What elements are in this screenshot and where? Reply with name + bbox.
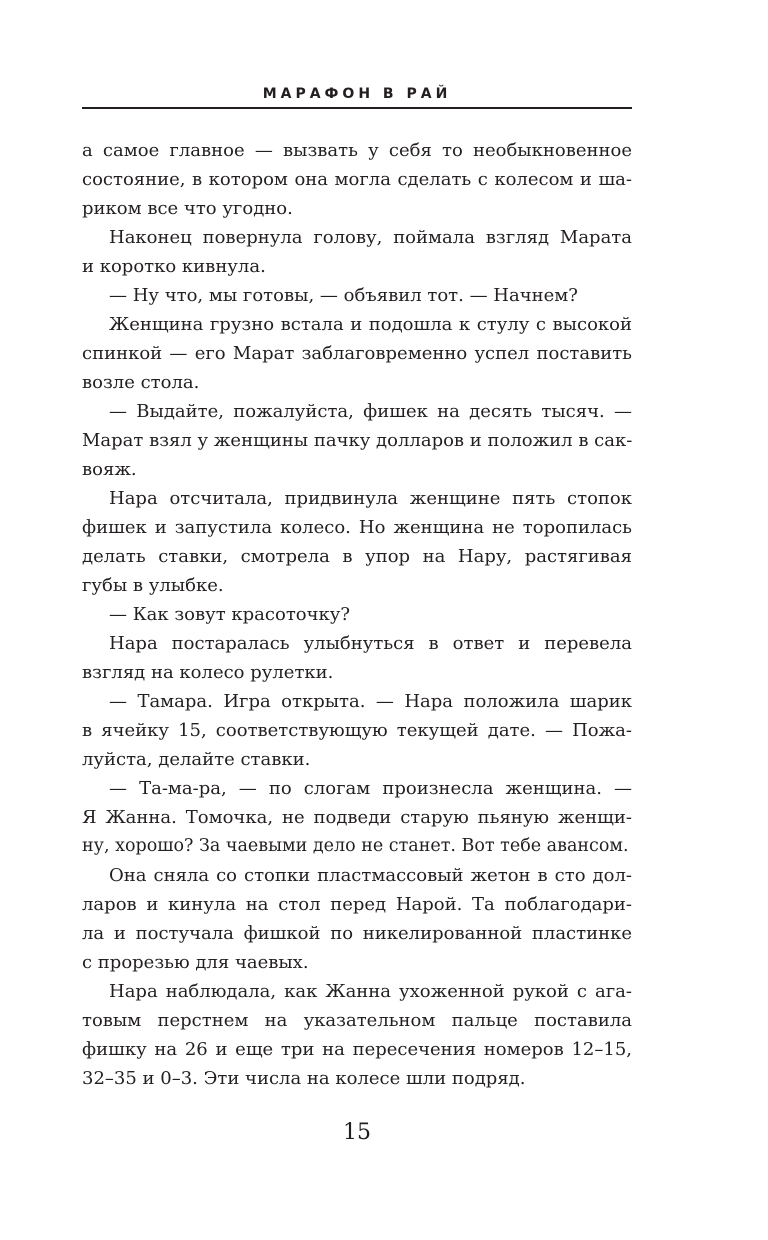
- text-line: а самое главное — вызвать у себя то необыкновенное: [82, 140, 632, 161]
- body-text: [82, 136, 632, 1093]
- text-line: риком все что угодно.: [82, 198, 293, 219]
- text-line: спинкой — его Марат заблаговременно успел поставить: [82, 343, 632, 364]
- text-line: 32–35 и 0–3. Эти числа на колесе шли подряд.: [82, 1068, 526, 1089]
- text-line: фишек и запустила колесо. Но женщина не торопилась: [82, 517, 632, 538]
- text-line: луйста, делайте ставки.: [82, 749, 311, 770]
- text-line: Нара наблюдала, как Жанна ухоженной рукой с ага-: [109, 981, 632, 1002]
- text-line: губы в улыбке.: [82, 575, 224, 596]
- running-title: МАРАФОН В РАЙ: [262, 86, 452, 102]
- text-line: вояж.: [82, 459, 137, 480]
- text-line: Нара постаралась улыбнуться в ответ и перевела: [109, 633, 632, 654]
- text-line: Наконец повернула голову, поймала взгляд Марата: [109, 227, 632, 248]
- text-line: ла и постучала фишкой по никелированной пластинке: [82, 923, 632, 944]
- text-line: в ячейку 15, соответствующую текущей дате. — Пожа-: [82, 720, 632, 741]
- text-line: — Та-ма-ра, — по слогам произнесла женщина. —: [109, 778, 632, 799]
- text-line: товым перстнем на указательном пальце поставила: [82, 1010, 632, 1031]
- header-rule: [82, 107, 632, 109]
- text-line: Нара отсчитала, придвинула женщине пять стопок: [109, 488, 632, 509]
- text-line: ларов и кинула на стол перед Нарой. Та поблагодари-: [82, 894, 632, 915]
- text-line: возле стола.: [82, 372, 200, 393]
- page-number: 15: [343, 1120, 371, 1145]
- text-line: состояние, в котором она могла сделать с колесом и ша-: [82, 169, 632, 190]
- text-line: с прорезью для чаевых.: [82, 952, 309, 973]
- text-line: Я Жанна. Томочка, не подведи старую пьяную женщи-: [82, 807, 632, 828]
- text-line: ну, хорошо? За чаевыми дело не станет. Вот тебе авансом.: [82, 836, 629, 856]
- text-line: Она сняла со стопки пластмассовый жетон в сто дол-: [109, 865, 632, 886]
- text-line: — Тамара. Игра открыта. — Нара положила шарик: [109, 691, 632, 712]
- text-line: — Выдайте, пожалуйста, фишек на десять тысяч. —: [109, 401, 632, 422]
- text-line: Женщина грузно встала и подошла к стулу с высокой: [109, 314, 632, 335]
- text-line: и коротко кивнула.: [82, 256, 266, 277]
- text-line: Марат взял у женщины пачку долларов и положил в сак-: [82, 430, 633, 451]
- text-line: делать ставки, смотрела в упор на Нару, растягивая: [82, 546, 632, 567]
- text-line: — Ну что, мы готовы, — объявил тот. — Начнем?: [109, 285, 578, 306]
- text-line: — Как зовут красоточку?: [109, 604, 351, 625]
- text-line: фишку на 26 и еще три на пересечения номеров 12–15,: [82, 1039, 632, 1060]
- text-line: взгляд на колесо рулетки.: [82, 662, 334, 683]
